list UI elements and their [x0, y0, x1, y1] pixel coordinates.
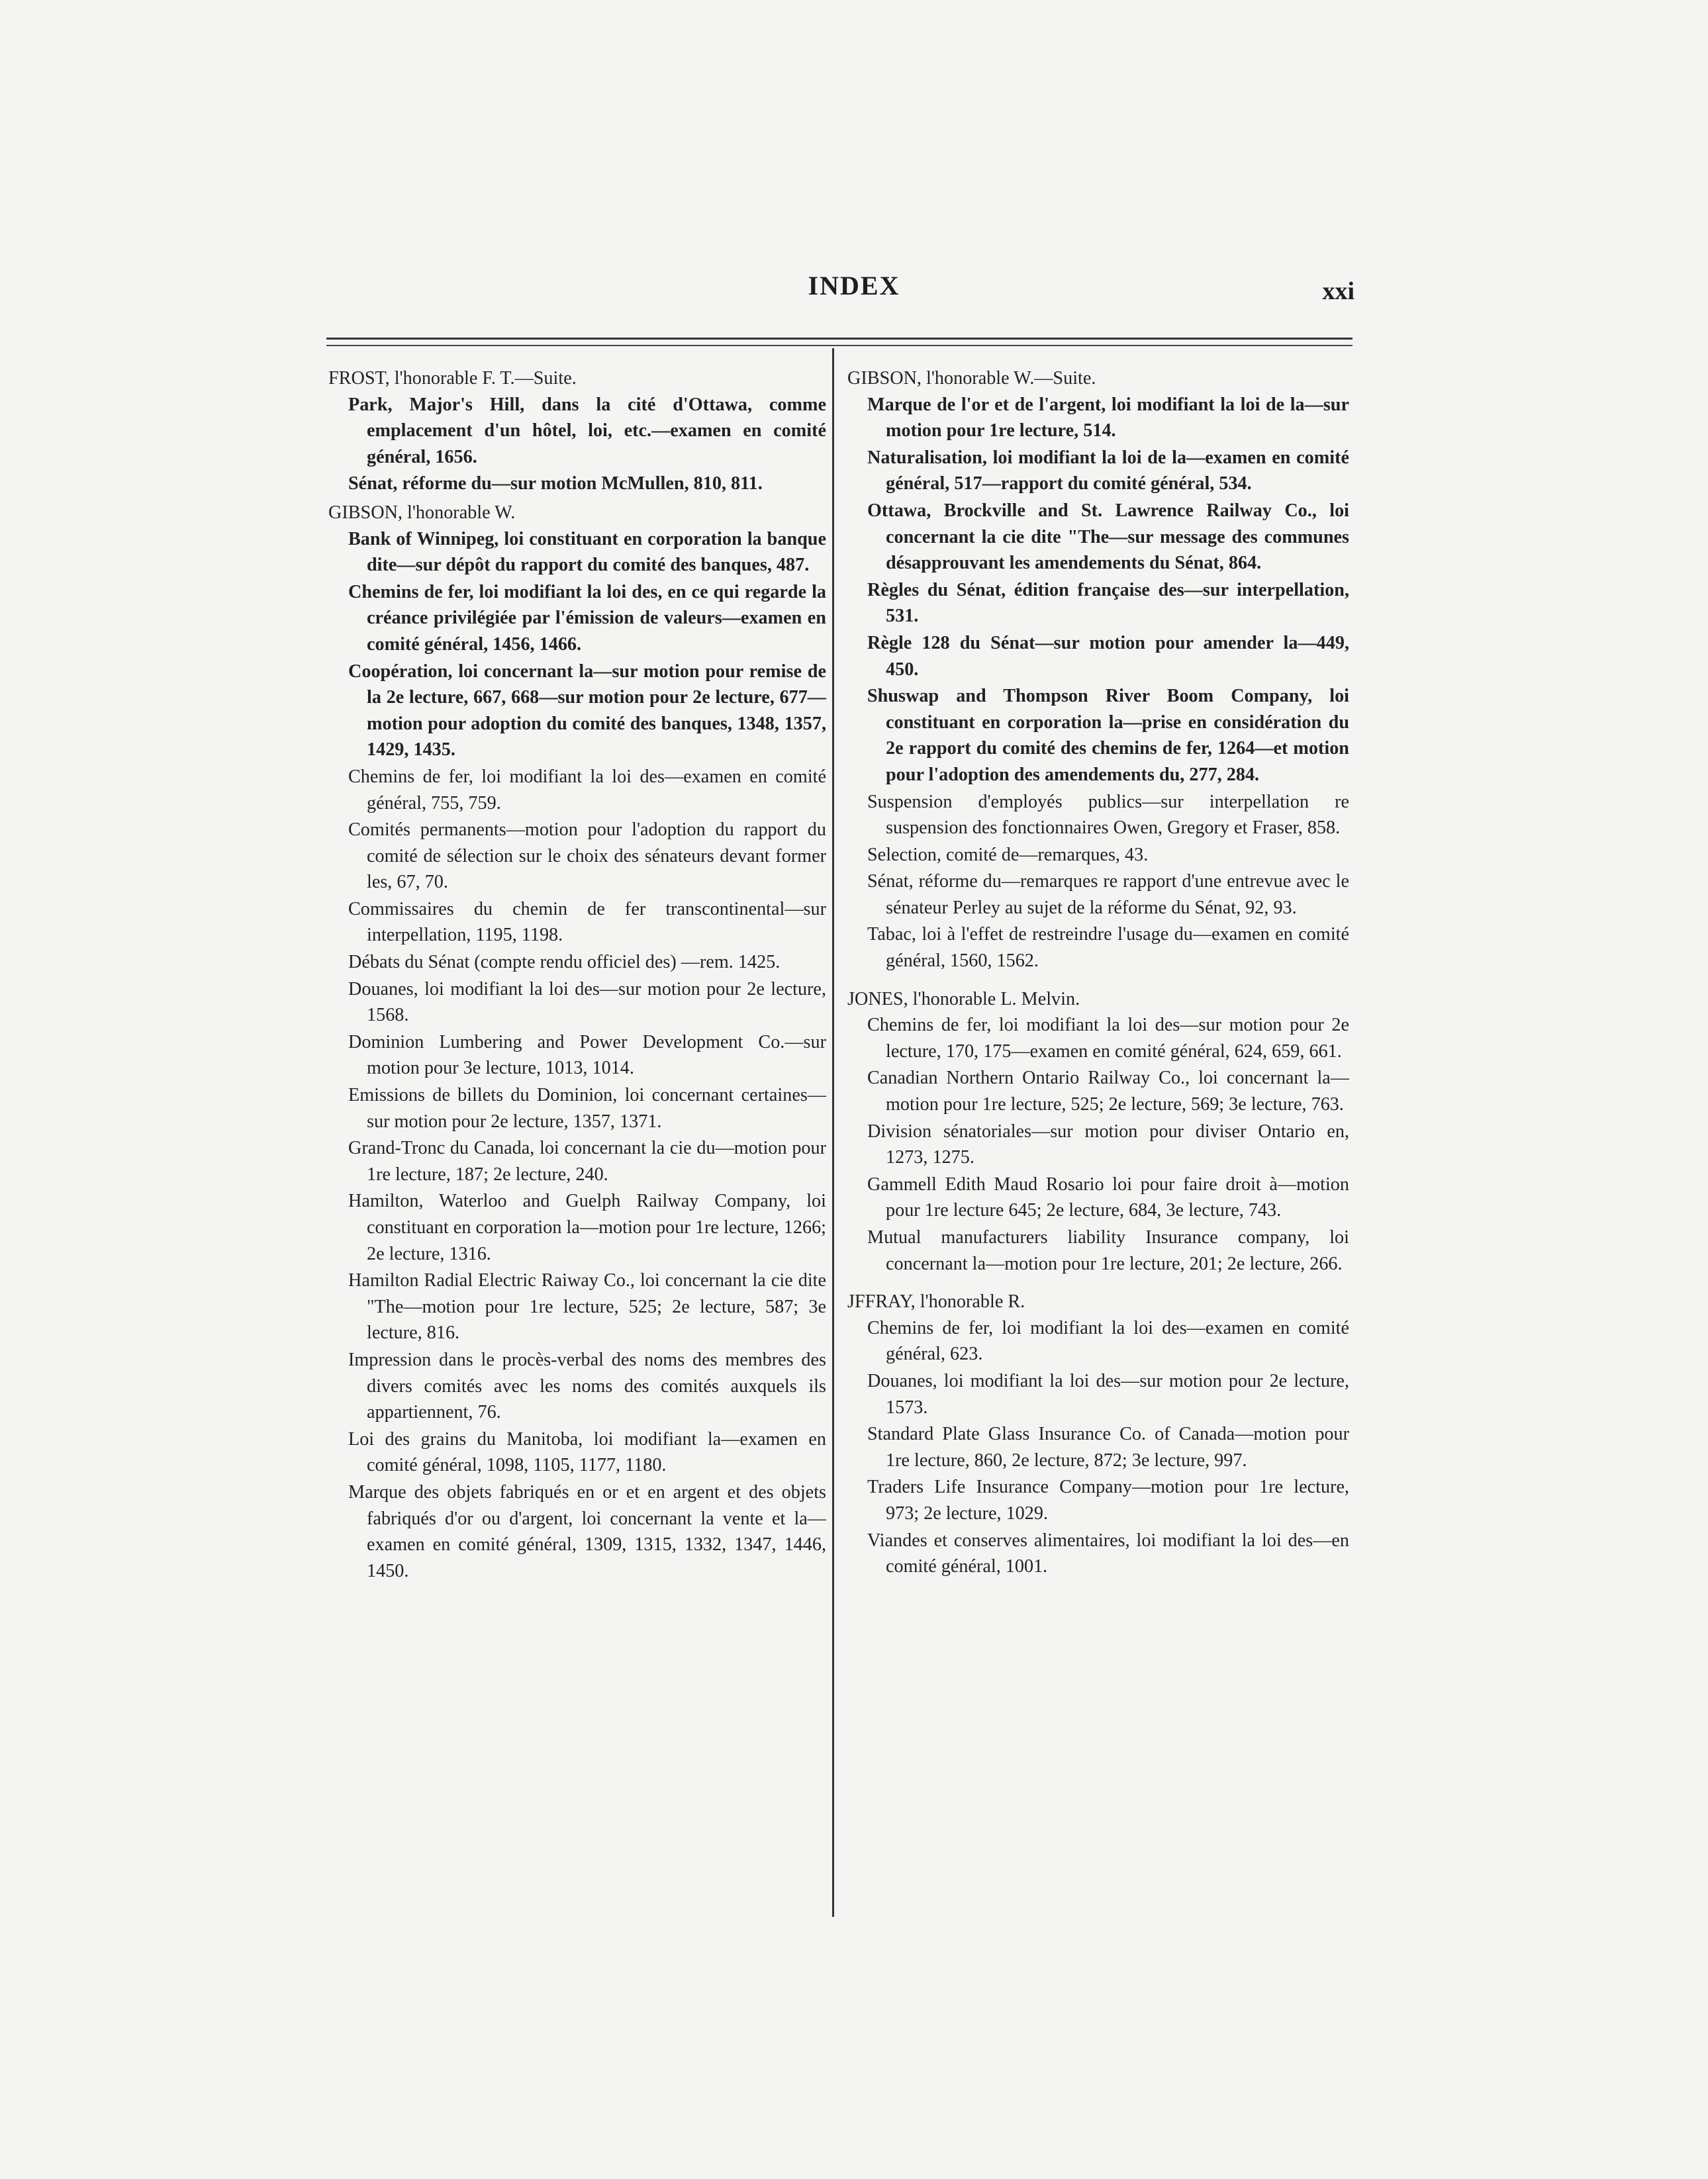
header-rule — [326, 338, 1352, 340]
page-title: INDEX — [808, 271, 900, 301]
index-entry: Chemins de fer, loi modifiant la loi des—examen en comité général, 755, 759. — [348, 766, 826, 813]
index-entry: Chemins de fer, loi modifiant la loi des, en ce qui regarde la créance privilégiée par l'émission de valeurs—examen en comité général, 1456, 1466. — [348, 581, 826, 655]
index-entry: Marque des objets fabriqués en or et en argent et des objets fabriqués d'or ou d'argent, loi concernant la vente et la—examen en comité général, 1309, 1315, 1332, 1347, 1446, 1450. — [348, 1481, 826, 1581]
index-entry: Chemins de fer, loi modifiant la loi des—examen en comité général, 623. — [867, 1317, 1349, 1365]
index-entry: Hamilton Radial Electric Raiway Co., loi concernant la cie dite "The—motion pour 1re lecture, 525; 2e lecture, 587; 3e lecture, 816. — [348, 1270, 826, 1344]
index-entry: Règle 128 du Sénat—sur motion pour amender la—449, 450. — [867, 632, 1349, 680]
index-entry: Règles du Sénat, édition française des—sur interpellation, 531. — [867, 579, 1349, 627]
index-entry: Douanes, loi modifiant la loi des—sur motion pour 2e lecture, 1573. — [867, 1370, 1349, 1418]
index-entry: Selection, comité de—remarques, 43. — [867, 844, 1149, 865]
index-heading: JONES, l'honorable L. Melvin. — [847, 988, 1080, 1009]
index-entry: Shuswap and Thompson River Boom Company, loi constituant en corporation la—prise en considération du 2e rapport du comité des chemins de fer, 1264—et motion pour l'adoption des amendements du, 277, 284. — [867, 686, 1349, 785]
index-entry: Park, Major's Hill, dans la cité d'Ottawa, comme emplacement d'un hôtel, loi, etc.—examen en comité général, 1656. — [348, 394, 826, 467]
index-entry: Coopération, loi concernant la—sur motion pour remise de la 2e lecture, 667, 668—sur motion pour 2e lecture, 677—motion pour adoption du comité des banques, 1348, 1357, 1429, 1435. — [348, 661, 826, 761]
index-column-right — [847, 363, 1349, 1580]
index-entry: Impression dans le procès-verbal des noms des membres des divers comités avec les noms des comités auxquels ils appartiennent, 76. — [348, 1349, 826, 1423]
index-entry: Sénat, réforme du—remarques re rapport d'une entrevue avec le sénateur Perley au sujet de la réforme du Sénat, 92, 93. — [867, 871, 1349, 918]
index-entry: Bank of Winnipeg, loi constituant en corporation la banque dite—sur dépôt du rapport du comité des banques, 487. — [348, 528, 826, 576]
index-heading: FROST, l'honorable F. T.—Suite. — [328, 368, 577, 389]
index-entry: Dominion Lumbering and Power Development Co.—sur motion pour 3e lecture, 1013, 1014. — [348, 1031, 826, 1079]
index-entry: Comités permanents—motion pour l'adoption du rapport du comité de sélection sur le choix des sénateurs devant former les, 67, 70. — [348, 819, 826, 893]
index-entry: Marque de l'or et de l'argent, loi modifiant la loi de la—sur motion pour 1re lecture, 514. — [867, 394, 1349, 441]
index-entry: Tabac, loi à l'effet de restreindre l'usage du—examen en comité général, 1560, 1562. — [867, 924, 1349, 972]
index-entry: Traders Life Insurance Company—motion pour 1re lecture, 973; 2e lecture, 1029. — [867, 1477, 1349, 1524]
column-divider — [832, 348, 834, 1917]
index-entry: Viandes et conserves alimentaires, loi modifiant la loi des—en comité général, 1001. — [867, 1530, 1349, 1577]
index-entry: Loi des grains du Manitoba, loi modifiant la—examen en comité général, 1098, 1105, 1177, 1180. — [348, 1428, 826, 1476]
index-entry: Douanes, loi modifiant la loi des—sur motion pour 2e lecture, 1568. — [348, 978, 826, 1026]
index-column-left — [328, 363, 826, 1584]
index-entry: Canadian Northern Ontario Railway Co., loi concernant la—motion pour 1re lecture, 525; 2e lecture, 569; 3e lecture, 763. — [867, 1068, 1349, 1115]
index-heading: JFFRAY, l'honorable R. — [847, 1291, 1025, 1313]
header-rule-secondary — [326, 345, 1352, 346]
page-number: xxi — [1322, 277, 1354, 305]
index-entry: Mutual manufacturers liability Insurance company, loi concernant la—motion pour 1re lecture, 201; 2e lecture, 266. — [867, 1227, 1349, 1274]
index-entry: Sénat, réforme du—sur motion McMullen, 810, 811. — [348, 473, 763, 494]
index-heading: GIBSON, l'honorable W.—Suite. — [847, 368, 1096, 389]
index-entry: Commissaires du chemin de fer transcontinental—sur interpellation, 1195, 1198. — [348, 898, 826, 946]
index-entry: Chemins de fer, loi modifiant la loi des—sur motion pour 2e lecture, 170, 175—examen en comité général, 624, 659, 661. — [867, 1015, 1349, 1062]
index-entry: Naturalisation, loi modifiant la loi de la—examen en comité général, 517—rapport du comité général, 534. — [867, 447, 1349, 494]
index-entry: Emissions de billets du Dominion, loi concernant certaines—sur motion pour 2e lecture, 1357, 1371. — [348, 1085, 826, 1132]
index-heading: GIBSON, l'honorable W. — [328, 502, 516, 523]
index-entry: Débats du Sénat (compte rendu officiel des) —rem. 1425. — [348, 952, 781, 973]
index-entry: Gammell Edith Maud Rosario loi pour faire droit à—motion pour 1re lecture 645; 2e lecture, 684, 3e lecture, 743. — [867, 1174, 1349, 1221]
index-entry: Ottawa, Brockville and St. Lawrence Railway Co., loi concernant la cie dite "The—sur message des communes désapprouvant les amendements du Sénat, 864. — [867, 500, 1349, 574]
index-entry: Suspension d'employés publics—sur interpellation re suspension des fonctionnaires Owen, Gregory et Fraser, 858. — [867, 791, 1349, 839]
index-entry: Grand-Tronc du Canada, loi concernant la cie du—motion pour 1re lecture, 187; 2e lecture, 240. — [348, 1138, 826, 1185]
index-entry: Division sénatoriales—sur motion pour diviser Ontario en, 1273, 1275. — [867, 1121, 1349, 1168]
index-entry: Standard Plate Glass Insurance Co. of Canada—motion pour 1re lecture, 860, 2e lecture, 872; 3e lecture, 997. — [867, 1424, 1349, 1471]
index-entry: Hamilton, Waterloo and Guelph Railway Company, loi constituant en corporation la—motion pour 1re lecture, 1266; 2e lecture, 1316. — [348, 1191, 826, 1264]
